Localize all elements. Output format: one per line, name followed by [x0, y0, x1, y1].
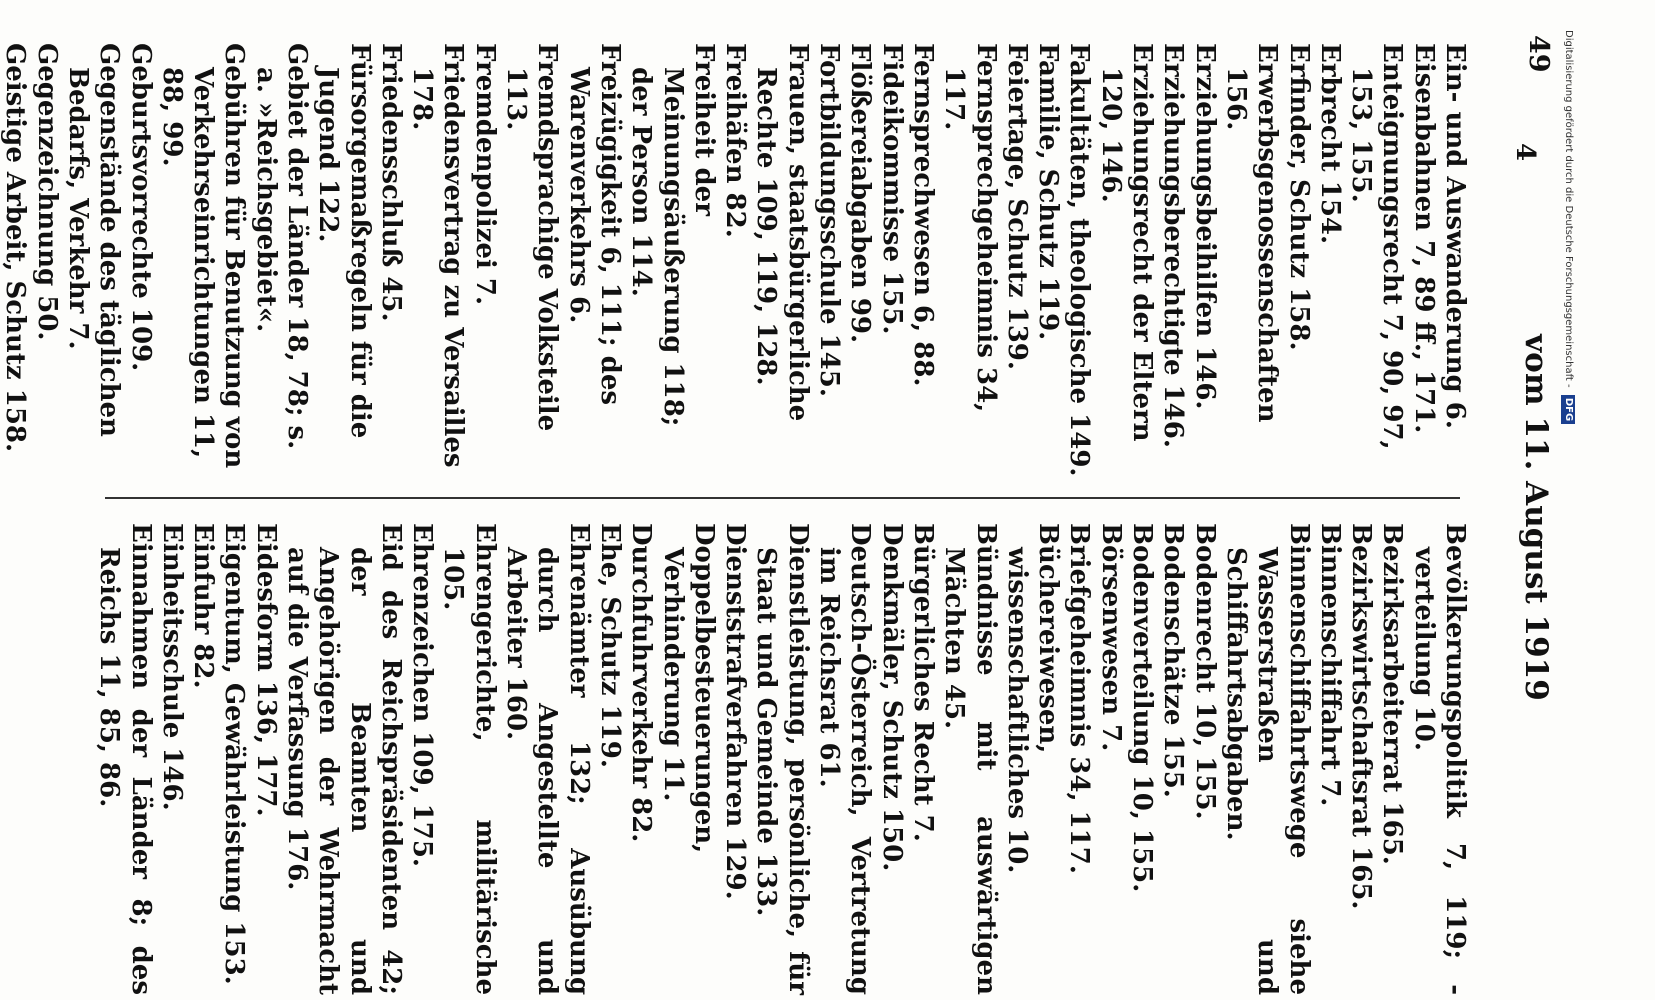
index-column-right [0, 43, 1540, 483]
index-entry: Bürgerliches Recht 7. [907, 523, 938, 842]
index-entry: Gebühren für Benutzung von Verkehrseinrichtungen 11, 88, 99. [156, 43, 250, 469]
index-entry: Feiertage, Schutz 139. [1001, 43, 1032, 370]
digitization-note-text: Digitalisierung gefördert durch die Deutsche Forschungsgemeinschaft - [1563, 30, 1574, 388]
index-entry: Familie, Schutz 119. [1033, 43, 1064, 341]
index-entry: Binnenschiffahrt 7. [1314, 523, 1345, 807]
index-entry: Flößereiabgaben 99. [845, 43, 876, 344]
index-entry: Ehe, Schutz 119. [594, 523, 625, 768]
index-entry: Deutsch-Österreich, Vertretung im Reichsrat 61. [814, 523, 876, 995]
index-entry: Bevölkerungspolitik 7, 119; -verteilung 10. [1408, 523, 1470, 995]
index-entry: Ein- und Auswanderung 6. [1440, 43, 1470, 429]
index-entry: Briefgeheimnis 34, 117. [1064, 523, 1095, 874]
page-header [1500, 35, 1560, 1000]
index-entry: Einheitsschule 146. [156, 523, 187, 811]
index-column-left [93, 523, 1470, 995]
index-entry: Bündnisse mit auswärtigen Mächten 45. [939, 523, 1001, 995]
index-entry: Gegenstände des täglichen Bedarfs, Verkehr 7. [62, 43, 125, 437]
index-entry: Freiheit der Meinungsäußerung 118; der Person 114. [626, 43, 719, 427]
index-entry: Friedensschluß 45. [375, 43, 406, 322]
index-entry: Enteignungsrecht 7, 90, 97, 153, 155. [1346, 43, 1408, 450]
index-entry: Erfinder, Schutz 158. [1283, 43, 1314, 351]
page-number: 49 [1523, 35, 1554, 73]
index-entry: Fremdsprachige Volksteile 113. [501, 43, 563, 432]
index-entry: Durchfuhrverkehr 82. [626, 523, 657, 843]
index-entry: Eigentum, Gewährleistung 153. [219, 523, 250, 985]
index-entry: Freihäfen 82. [720, 43, 751, 238]
index-entry: Eidesform 136, 177. [250, 523, 281, 817]
index-entry: Geistige Arbeit, Schutz 158. [0, 43, 31, 453]
index-entry: Einfuhr 82. [188, 523, 219, 689]
index-entry: Fremdenpolizei 7. [469, 43, 500, 306]
index-entry: Bezirksarbeiterrat 165. [1377, 523, 1408, 865]
index-entry: Erziehungsbeihilfen 146. [1189, 43, 1220, 410]
index-entry: Ehrengerichte, militärische 105. [438, 523, 500, 995]
rotated-text-block [0, 35, 1560, 1000]
signature-mark: 4 [1510, 143, 1540, 162]
index-entry: Fernsprechgeheimnis 34, 117. [939, 43, 1001, 413]
index-entry: Fürsorgemaßregeln für die Jugend 122. [313, 43, 375, 439]
index-entry: Büchereiwesen, wissenschaftliches 10. [1001, 523, 1064, 874]
index-entry: Gegenzeichnung 50. [31, 43, 62, 341]
index-entry: Bodenschätze 155. [1158, 523, 1189, 798]
index-entry: Dienstleistung, persönliche, für Staat und Gemeinde 133. [751, 523, 813, 995]
index-entry: Erziehungsrecht der Eltern 120, 146. [1095, 43, 1158, 442]
running-head: vom 11. August 1919 [1518, 334, 1554, 701]
index-entry: Eid des Reichspräsidenten 42; der Beamten und Angehörigen der Wehrmacht auf die Verfassung 176. [282, 523, 406, 995]
index-entry: Erziehungsberechtigte 146. [1158, 43, 1189, 448]
index-entry: Erwerbsgenossenschaften 156. [1220, 43, 1283, 423]
digitization-note [1556, 30, 1580, 985]
column-divider [105, 497, 1460, 499]
index-entry: Freizügigkeit 6, 111; des Warenverkehrs 6. [563, 43, 625, 405]
index-entry: Gebiet der Länder 18, 78; s. a. »Reichsgebiet«. [250, 43, 313, 450]
index-entry: Börsenwesen 7. [1095, 523, 1126, 752]
index-entry: Ehrenämter 132; Ausübung durch Angestellte und Arbeiter 160. [501, 523, 594, 995]
index-entry: Doppelbesteuerungen, Verhinderung 11. [657, 523, 719, 854]
index-entry: Fernsprechwesen 6, 88. [907, 43, 938, 387]
index-entry: Bodenrecht 10, 155. [1189, 523, 1220, 820]
index-entry: Frauen, staatsbürgerliche Rechte 109, 119, 128. [751, 43, 813, 422]
index-entry: Binnenschiffahrtswege siehe Wasserstraßen und Schiffahrtsabgaben. [1220, 523, 1314, 995]
index-entry: Dienststrafverfahren 129. [720, 523, 751, 900]
index-entry: Denkmäler, Schutz 150. [876, 523, 907, 872]
index-entry: Friedensvertrag zu Versailles 178. [407, 43, 469, 468]
index-entry: Fakultäten, theologische 149. [1064, 43, 1095, 477]
index-entry: Fideikommisse 155. [876, 43, 907, 335]
index-entry: Geburtsvorrechte 109. [125, 43, 156, 372]
index-entry: Fortbildungsschule 145. [814, 43, 845, 397]
index-entry: Einnahmen der Länder 8; des Reichs 11, 85, 86. [94, 523, 156, 995]
index-entry: Erbrecht 154. [1314, 43, 1345, 245]
index-entry: Eisenbahnen 7, 89 ff., 171. [1408, 43, 1439, 434]
index-entry: Bodenverteilung 10, 155. [1127, 523, 1158, 893]
index-entry: Bezirkswirtschaftsrat 165. [1346, 523, 1377, 910]
index-entry: Ehrenzeichen 109, 175. [407, 523, 438, 867]
dfg-logo: DFG [1561, 395, 1575, 424]
